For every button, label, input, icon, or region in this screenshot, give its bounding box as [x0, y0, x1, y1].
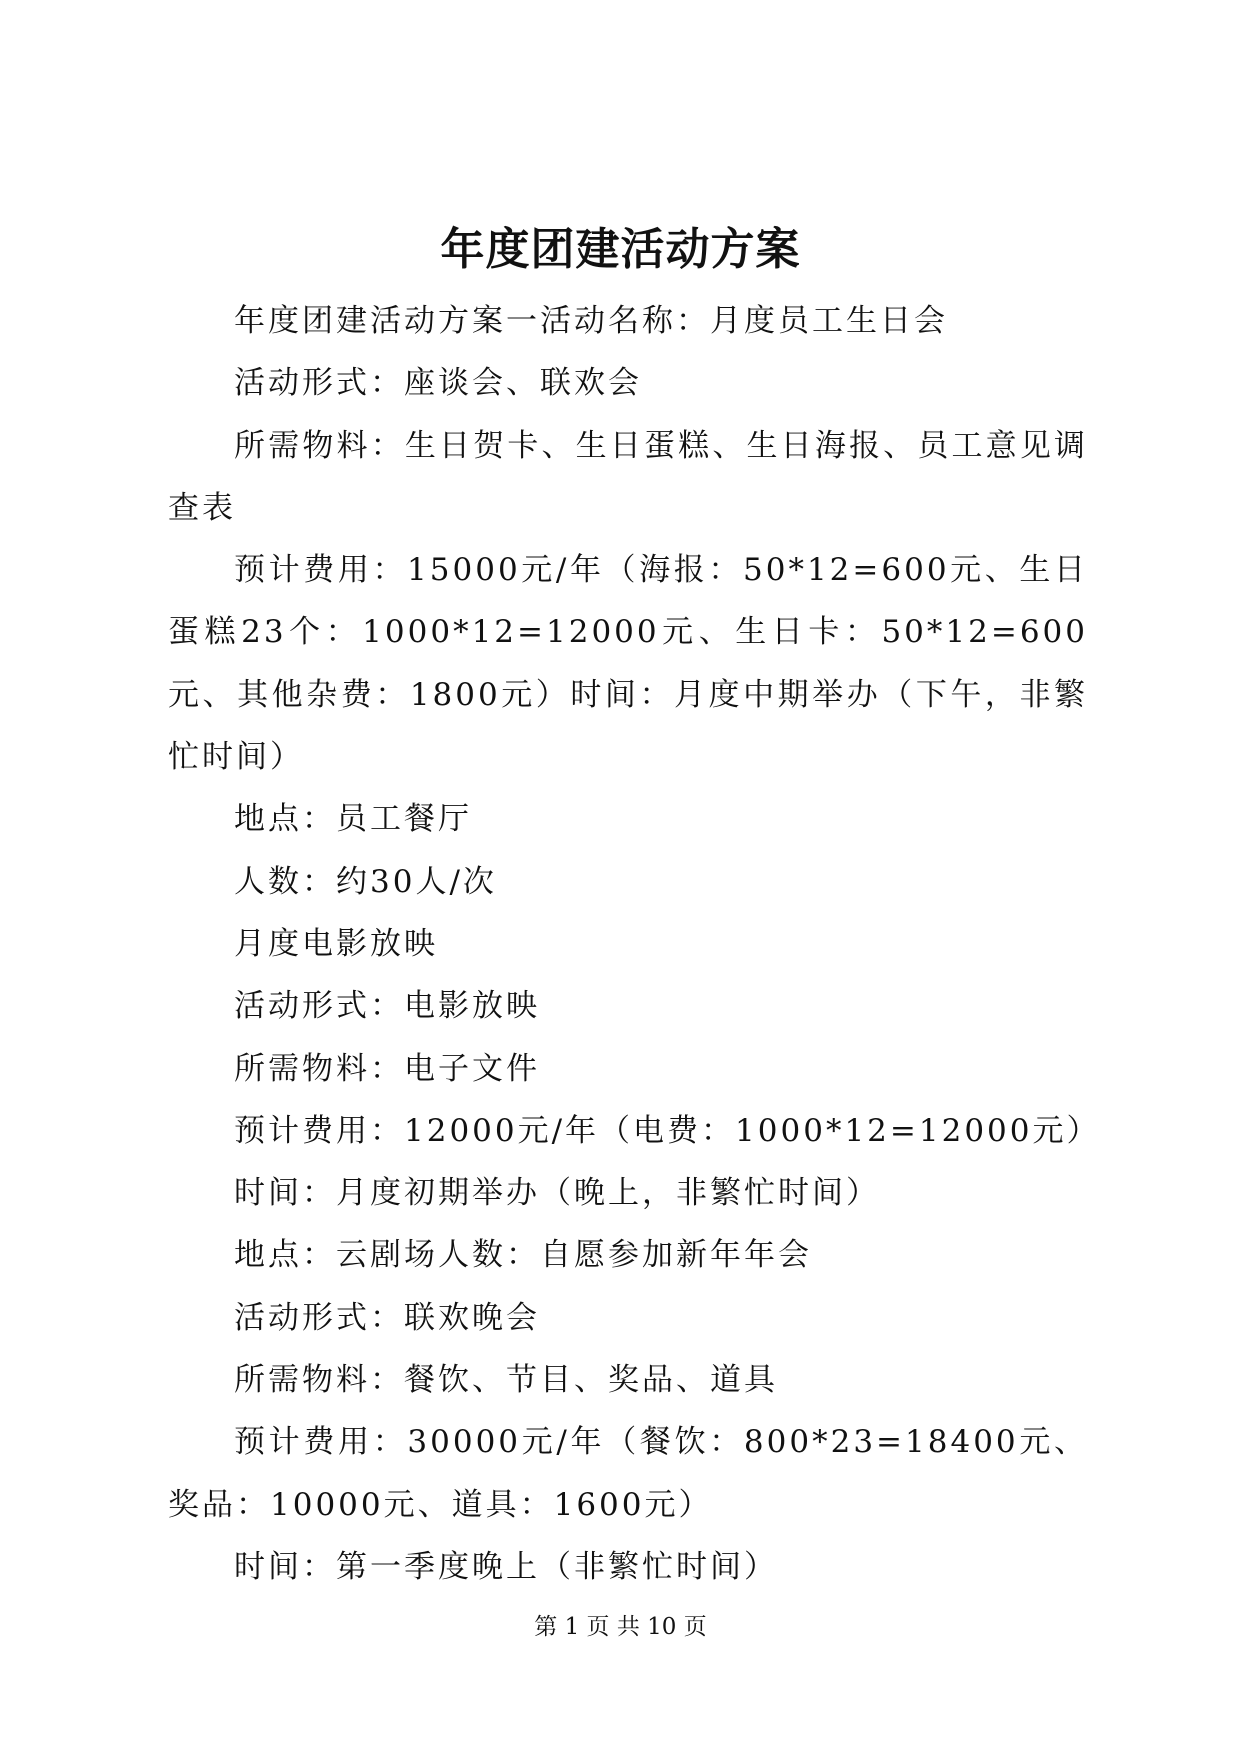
paragraph-budget: 预计费用：15000元/年（海报：50*12=600元、生日蛋糕23个：1000*12=12000元、生日卡：50*12=600元、其他杂费：1800元）时间：月度中期举办（下午，非繁忙时间）	[168, 552, 1088, 776]
paragraph-gala-materials: 所需物料：餐饮、节目、奖品、道具	[234, 1362, 778, 1399]
document-title: 年度团建活动方案	[440, 224, 801, 275]
paragraph-event-form: 活动形式：座谈会、联欢会	[234, 365, 642, 402]
paragraph-materials: 所需物料：生日贺卡、生日蛋糕、生日海报、员工意见调查表	[168, 427, 1088, 526]
paragraph-gala-budget: 预计费用：30000元/年（餐饮：800*23=18400元、奖品：10000元、道具：1600元）	[168, 1424, 1088, 1523]
page-number-footer: 第 1 页 共 10 页	[534, 1614, 707, 1640]
paragraph-gala-time: 时间：第一季度晚上（非繁忙时间）	[234, 1548, 778, 1585]
paragraph-movie-heading: 月度电影放映	[234, 925, 438, 962]
paragraph-headcount: 人数：约30人/次	[234, 863, 497, 900]
paragraph-movie-time: 时间：月度初期举办（晚上，非繁忙时间）	[234, 1175, 880, 1212]
paragraph-gala-form: 活动形式：联欢晚会	[234, 1299, 540, 1336]
paragraph-movie-materials: 所需物料：电子文件	[234, 1050, 540, 1087]
paragraph-location: 地点：员工餐厅	[234, 801, 472, 838]
paragraph-movie-location: 地点：云剧场人数：自愿参加新年年会	[234, 1237, 812, 1274]
paragraph-movie-form: 活动形式：电影放映	[234, 988, 540, 1025]
paragraph-event-name: 年度团建活动方案一活动名称：月度员工生日会	[234, 303, 948, 339]
document-body	[168, 290, 1101, 1598]
paragraph-movie-budget: 预计费用：12000元/年（电费：1000*12=12000元）	[234, 1112, 1101, 1149]
